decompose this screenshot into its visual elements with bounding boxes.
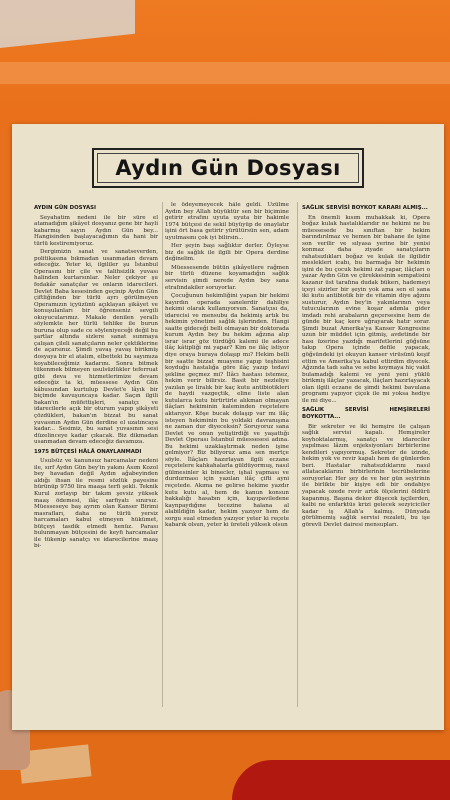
column-1-subheading: 1975 BÜTÇESİ HÂLÂ ONAYLANMADI xyxy=(34,448,142,455)
column-2 xyxy=(165,202,289,717)
paragraph: Her şeyin başı sağlıktır derler. Öyleyse biz de sağlık ile ilgili bir Opera derdine değinelim. xyxy=(165,243,289,263)
background-band xyxy=(0,62,450,84)
column-3-heading: SAĞLIK SERVİSİ BOYKOT KARARI ALMIŞ... xyxy=(302,205,428,211)
column-1 xyxy=(34,202,158,717)
paragraph: Usulsüz ve kanunsuz harcamalar nedeni ile, sırf Aydın Gün bey'in yakını Asım Kozol bey havadan değil Aydın ağabeyinden aldığı ihsan ile resmi sözlük payesine bürünüp 9750 lira maaşa terfi şekli. Teknik Kurul zorlayıp bir takım şevsiz yüksek maaş ödemesi, ilâç sarfiyatı sınırsız. Müesseseye baş ayrım olan Kanser Birimi masrafları, daha ne türlü yersiz harcamaları kabul etmeyen hükümet, bütçeyi tasdik etmedi henüz. Parası bulunmayan bütçesini de keyfi harcamalar ile tükenip sanatçı ve idarecilerine maaş bi- xyxy=(34,458,158,550)
column-divider xyxy=(162,202,163,707)
paragraph: Müessesende bütün şikâyetlere rağmen bir türlü düzene koyamadığın sağlık servisin şimdi nerede Aydın bey sana etrafındakiler soruyorlar. xyxy=(165,264,289,291)
title-box xyxy=(92,148,364,188)
paragraph: Seyahatim nedeni ile bir süre el atamadığım şikâyet dosyanız gene bir hayli kabarmış sayın Aydın Gün bey... Hangisinden başlayacağımın da hani bir türlü kestiremiyoruz. xyxy=(34,214,158,247)
red-object xyxy=(232,760,450,800)
column-divider xyxy=(297,202,298,707)
magazine-page xyxy=(12,124,444,730)
paragraph: En önemli kısım muhakkak ki, Opera boğaz kulak hastalıklarıdır ne hekimi ne bu müessesede bu sınıftan bir hekim barındırılmaz ve hemen bir bahane ile işine son verilir ve sılyasa yerine bir yenisi konmaz daha ziyade sanatçıların rahatsızlıkları boğaz ve kulak ile ilgilidir meslekleri icabı, bu barmağa bir hekimin işini de bu çocuk hekimi zat yapar, ilâçları o yazar Aydın Gün ve çürekkesinin sempatisini kazanır üst tarafına dudak bükerı, hademeyi içeyi sizirler bir şeyin yok ama sen el sana iki kutu antibiotik bir de vitamin diye ağzını susturur, Aydın bey'in yakınlarının veya tutucularının evine koşar adımla gider imdadı rehi arabaların geçersesine hem de günde bir kaç kere uğrayarak hatır sorar. Şimdi buzat Amerika'ya Kanser Kongresine uzun bir müddet için gitmiş, avdetinde bir hası üzerine yazdığı marifetlerini göğsüne takıp Opera içinde defile yapacak, göğsündeki iyi okuyun kanser virüsünü keşif ettim ve Amerika'ya kabul ettirdim diyecek. Ağzında tadı saha ve sebe koymaya hiç vakit bulamadığı kalemi ve yeni yeni yüklü birikmiş ilâçlar yazacak, ilâçları hazırlayacak olan ilgili eczane de şimdi hekimi bavulana programı yapıyor çiçek ile mi yoksa hediye ile mi diye... xyxy=(302,214,430,404)
paragraph: Dergimizin sanat ve sanatseverden, politikasına bıkmadan usanmadan devam edeceğiz. Yeter ki, ilgililer şu İstanbul Operasını bir çile ve talihsizlik yuvası halinden kurtarsınlar. Neler çekiyor şu fedakâr sanatçılar ve onların idarecileri. Devlet Baba kesesinden geçinip Aydın Gün çiftliğinden bir türlü ayrı görülmeyen Operamızın içyüzünü açıklayan şikâyet ve konuşulanları bir öğrenseniz sevgili okuyucularımız. Makale denilen yerallı söylemkte her türlü tehlike ile burun buruna olup sade ce söyleniyeceği değil bu şartlar altında sizlere sanat sunmaya çalışan çileli sanatçıların neler çektiklerine de açarsınız. Şimdi yavaş yavaş birikmiş dosyaya bir el atalım, elbetteki bu sayımıza koyabileceğimiz kadarını. Sonra bitmek tükenmek bilmeyen usulsüzlükler teferruat gibi deva ve hizmetlerimize devam edeceğiz ta ki, müessese Aydın Gün kâbusundan kurtulup Devlet'e lâyık bir biçimde kavuşuncaya kadar. Saçın ilgili bakan'ın müfettişleri, sanatçı ve idarecilerle açık bir oturum yapıp şikâyeti çözdükleri, bakan'ın bizzat bu sanat yuvasının Aydın Gün derdine el uzatıncaya kadar... Sesimiz, bu sanat yuvasının sesi düzelinceye kadar çıkacak. Biz dikmadan usanmadan devam edeceğiz davamıza. xyxy=(34,249,158,446)
column-3-subheading: SAĞLIK SERVİSİ HEMŞİRELERİ BOYKOTTA... xyxy=(302,407,430,420)
column-3 xyxy=(302,202,430,717)
column-1-heading: AYDIN GÜN DOSYASI xyxy=(34,205,97,211)
paragraph: Çocuğunun hekimliğini yapan bir hekimi kayırdın operada sanelerdir dahiliye hekimi olarak kullanıyorsun. Sanatçısı da, idarecisi ve mensubu da hekimiş artık bu hekimin yönetimi sağlık işlerinden. Hangi saatte gideceği belli olmayan bir doktorada kurum Aydın bey bu hekim ağzına alıp israr israr göz türdüğü kalemi ile adece ilâç kâtipliği mi yapar? Kim ne ilâç istiyor diye oraya buraya dolaşıp mı? Hekim belli bir saatte bizzat muayene yapıp teşhisini koyduğu hastalığa göre ilâç yazıp tedavi şekline geçmez mi? İlâcı hastası istemez, hekim verir bilirsiz. Basit bir nezleliye yazılan şe liralık bir kaç kutu antibiotikleri de haydi vazgeçtik, eline liste alan kutularca kutu birtirtirle alıkman olmayan ilâçları hekiminin kaleminden reçetelere aktarıyor. Köşe bucak dolaşıp var mı ilâç isteyen hekiminin bu yoldaki davranışına ne zaman dur diyeceksin? Soruyoruz sana Devlet ve onun yetiştirdiği ve yaşattığı Devlet Operası İstanbul müessesesi adına. Bu hekimi uzaklaştırmak neden işine gelmiyor? Biz biliyoruz ama sen mertçe söyle. İlâçları hazırlayan ilgili eczane reçetelere kahkahalarla güldüyormuş, nasıl gülmesinler ki binecler, işhal yapması ve durdurması için yazılan ilâç çifti ayni reçetede. Akıma ne gelirse hekime yazdır kutu kutu al, hem de kanun konsun bakkalığı hasabın için, kayıpaviledene kaynpaydığıne tecezine halana al alabildiğin kadar, hekim yazıyor hem de sorgu sual etmeden yazıyor yeter ki reçete kabarık olsun, yeter ki üreteli yüksek olsun xyxy=(165,293,289,529)
paragraph: le ödeyemeyecek hâle geldi. Üzülme Aydın bey Allah büyüktür sen bir biçimine getirir etrafını uyuta uyuta bir hakimle 1974 bütçesi de sekil büyüyüp de onaylatır işini ört basa getirir yürütürsün sen, adam uyutmasını çok iyi bilirsin... xyxy=(165,202,289,241)
page-title: Aydın Gün Dosyası xyxy=(115,156,341,180)
paragraph: Bir sekreter ve iki hemşire ile çalışan sağlık servisi kapalı. Hemşireler koyhoktalarmış, sanatçı ve idareciler yapılması lâzım enjeksiyonları birbirlerine kendileri yapıyormuş. Sekreter de izinde, hekim yok ve revir kapalı hem de günlerden beri. Hastalar rahatsızlıklarını nasıl atlatacaklarını birbirlerinin tecrübelerine soruyorlar. Her şey de ve her gün seyirinin ile birlikte bir kişiye edi bir ondahiye yapacak ozede revir artık ölçelerini öldürü kapanmış. Başına dekor düşecek işçilerden, kalbi ne enfarktüs krizi gelecek sezyiciciler kadar iş Allah'a kalmış. Dünyada görülmemiş sağlık servisi rezaleti, bu işe görevli Devlet dairesi mensupları. xyxy=(302,423,430,528)
